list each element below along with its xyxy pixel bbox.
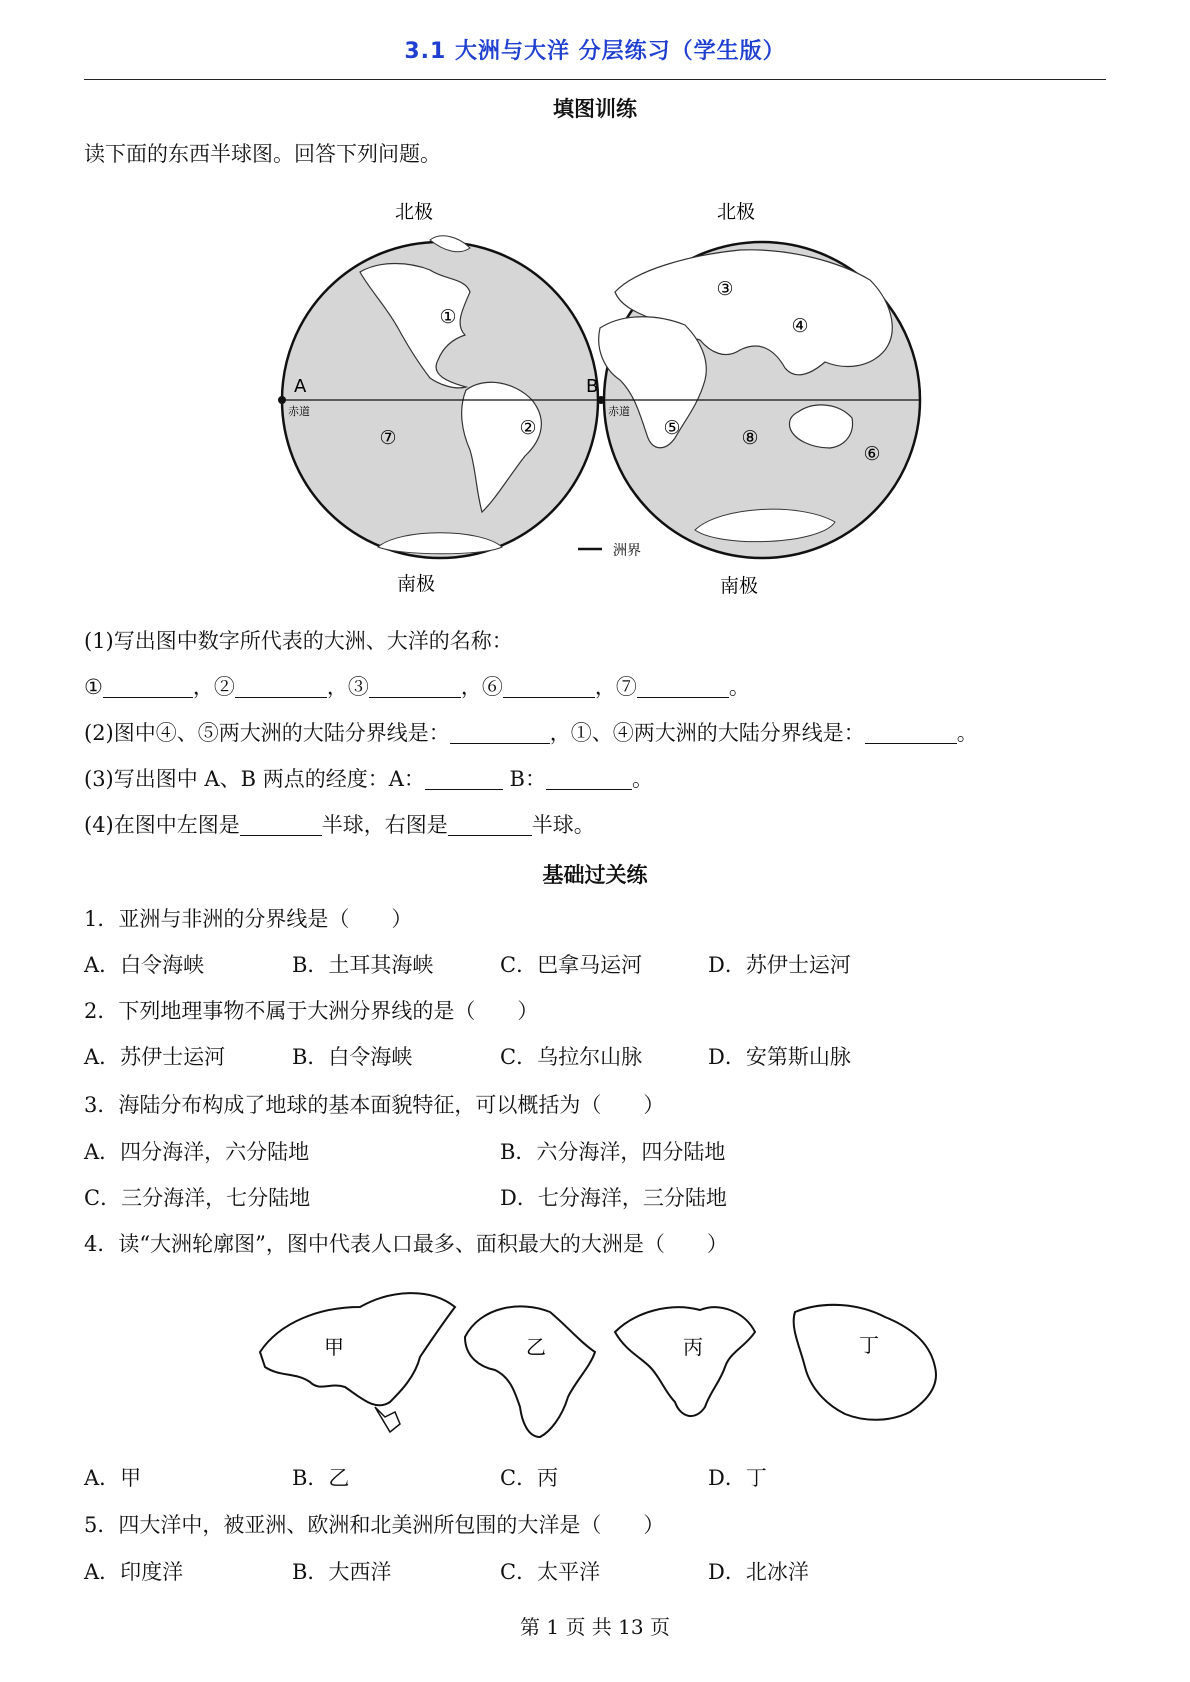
option-3d[interactable]: D．七分海洋，三分陆地 [500, 1186, 727, 1210]
mc-question-3-stem: 3．海陆分布构成了地球的基本面貌特征，可以概括为（ ） [84, 1093, 665, 1117]
blank-q3-a[interactable] [425, 767, 503, 790]
blank-q1-3[interactable] [369, 675, 461, 698]
intro-text: 读下面的东西半球图。回答下列问题。 [84, 142, 441, 166]
continent-outlines-figure [250, 1282, 960, 1442]
outline-antarctica [794, 1305, 936, 1420]
option-3a[interactable]: A．四分海洋，六分陆地 [84, 1140, 310, 1164]
option-4d[interactable]: D．丁 [708, 1466, 767, 1490]
outline-eurasia [260, 1293, 455, 1405]
option-5c[interactable]: C．太平洋 [500, 1560, 601, 1584]
mc-question-5-stem: 5．四大洋中，被亚洲、欧洲和北美洲所包围的大洋是（ ） [84, 1513, 665, 1537]
page-footer: 第 1 页 共 13 页 [520, 1615, 670, 1639]
q4-text-1: (4)在图中左图是 [84, 813, 240, 837]
north-pole-left-label: 北极 [394, 201, 434, 223]
q2-text-2: ，①、④两大洲的大陆分界线是： [549, 721, 865, 745]
q1-marker-7: ，⑦ [594, 675, 637, 699]
option-3b[interactable]: B．六分海洋，四分陆地 [500, 1140, 726, 1164]
question-2-row [84, 718, 978, 748]
blank-q1-7[interactable] [637, 675, 729, 698]
option-5a[interactable]: A．印度洋 [84, 1560, 184, 1584]
figure-label-jia: 甲 [324, 1335, 344, 1359]
blank-q4-left[interactable] [240, 813, 322, 836]
header-divider [84, 79, 1106, 80]
question-1-text: (1)写出图中数字所代表的大洲、大洋的名称： [84, 629, 513, 653]
map-num-4: ④ [791, 315, 809, 337]
q1-end: 。 [728, 675, 750, 699]
section-heading-map-training: 填图训练 [553, 97, 637, 121]
question-4-row [84, 810, 595, 840]
page-title: 3.1 大洲与大洋 分层练习（学生版） [404, 39, 786, 64]
map-num-5: ⑤ [663, 417, 681, 439]
option-4b[interactable]: B．乙 [292, 1466, 350, 1490]
south-pole-left-label: 南极 [396, 573, 436, 595]
figure-label-ding: 丁 [859, 1333, 879, 1357]
option-2d[interactable]: D．安第斯山脉 [708, 1045, 851, 1069]
mc-question-2-stem: 2．下列地理事物不属于大洲分界线的是（ ） [84, 999, 539, 1023]
equator-right-label: 赤道 [608, 405, 630, 418]
map-num-1: ① [439, 306, 457, 328]
option-1b[interactable]: B．土耳其海峡 [292, 953, 434, 977]
question-1-blanks-row [84, 672, 750, 702]
north-pole-right-label: 北极 [716, 201, 756, 223]
blank-q2-1[interactable] [450, 721, 550, 744]
point-b [597, 396, 605, 404]
option-4a[interactable]: A．甲 [84, 1466, 142, 1490]
question-3-row [84, 764, 653, 794]
figure-label-yi: 乙 [526, 1335, 546, 1359]
q4-text-2: 半球，右图是 [321, 813, 448, 837]
option-3c[interactable]: C．三分海洋，七分陆地 [84, 1186, 311, 1210]
option-1a[interactable]: A．白令海峡 [84, 953, 205, 977]
blank-q2-2[interactable] [865, 721, 957, 744]
mc-question-4-stem: 4．读“大洲轮廓图”，图中代表人口最多、面积最大的大洲是（ ） [84, 1232, 728, 1256]
option-2b[interactable]: B．白令海峡 [292, 1045, 413, 1069]
option-5d[interactable]: D．北冰洋 [708, 1560, 809, 1584]
q2-end: 。 [956, 721, 978, 745]
figure-label-bing: 丙 [683, 1335, 703, 1359]
blank-q3-b[interactable] [546, 767, 632, 790]
map-num-6: ⑥ [863, 443, 881, 465]
outline-north-america [615, 1307, 755, 1416]
option-4c[interactable]: C．丙 [500, 1466, 559, 1490]
map-num-8: ⑧ [741, 427, 759, 449]
map-num-2: ② [519, 417, 537, 439]
q1-marker-3: ，③ [326, 675, 369, 699]
label-b: B [586, 376, 599, 397]
point-a [278, 396, 286, 404]
blank-q1-1[interactable] [103, 675, 193, 698]
section-heading-basic: 基础过关练 [542, 863, 648, 887]
option-1d[interactable]: D．苏伊士运河 [708, 953, 851, 977]
equator-left-label: 赤道 [288, 405, 310, 418]
option-2a[interactable]: A．苏伊士运河 [84, 1045, 226, 1069]
q3-end: 。 [631, 767, 653, 791]
q4-end: 半球。 [531, 813, 595, 837]
hemisphere-map [270, 200, 940, 600]
blank-q4-right[interactable] [448, 813, 532, 836]
q3-text-1: (3)写出图中 A、B 两点的经度：A： [84, 767, 425, 791]
mc-question-1-stem: 1．亚洲与非洲的分界线是（ ） [84, 907, 413, 931]
outline-eurasia-islands [375, 1407, 400, 1432]
q2-text-1: (2)图中④、⑤两大洲的大陆分界线是： [84, 721, 450, 745]
map-num-7: ⑦ [379, 427, 397, 449]
map-num-3: ③ [716, 278, 734, 300]
option-5b[interactable]: B．大西洋 [292, 1560, 392, 1584]
option-2c[interactable]: C．乌拉尔山脉 [500, 1045, 643, 1069]
blank-q1-6[interactable] [503, 675, 595, 698]
q3-text-2: B： [502, 767, 546, 791]
q1-marker-6: ，⑥ [460, 675, 503, 699]
q1-marker-1: ① [84, 675, 103, 699]
option-1c[interactable]: C．巴拿马运河 [500, 953, 643, 977]
south-pole-right-label: 南极 [719, 575, 759, 597]
outline-africa [465, 1306, 595, 1437]
label-a: A [294, 376, 307, 397]
legend-label: 洲界 [613, 543, 641, 559]
blank-q1-2[interactable] [235, 675, 327, 698]
q1-marker-2: ，② [192, 675, 235, 699]
